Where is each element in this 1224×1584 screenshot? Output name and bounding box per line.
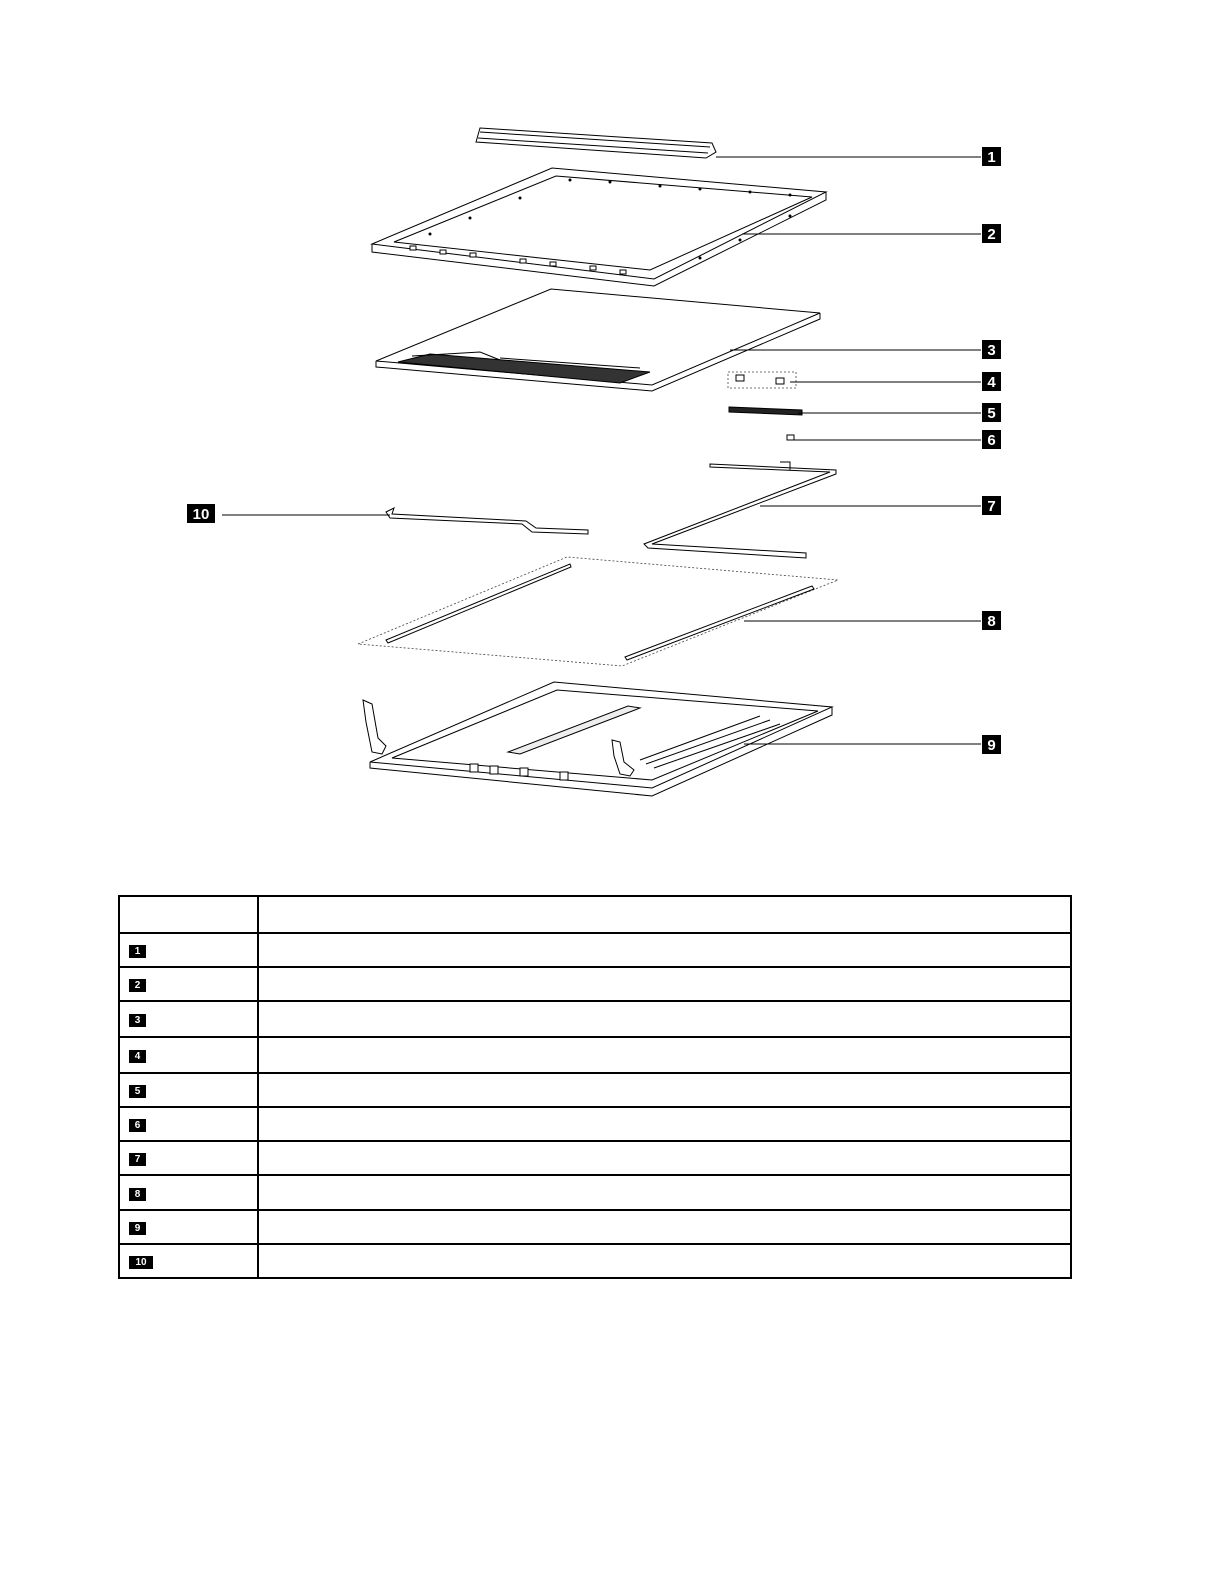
parts-table — [118, 895, 1072, 1279]
svg-text:3: 3 — [987, 342, 996, 359]
row-badge: 1 — [129, 945, 146, 958]
callout-3 — [982, 340, 1001, 359]
part-4-brackets — [728, 372, 796, 388]
table-row — [119, 1107, 1071, 1141]
svg-text:6: 6 — [987, 432, 996, 449]
header-cell-description — [258, 896, 1071, 933]
svg-text:10: 10 — [192, 506, 210, 523]
row-description — [258, 1073, 1071, 1107]
row-badge: 2 — [129, 979, 146, 992]
svg-text:1: 1 — [987, 149, 996, 166]
row-badge: 7 — [129, 1153, 146, 1166]
callout-1 — [982, 147, 1001, 166]
callout-2 — [982, 224, 1001, 243]
row-description — [258, 1210, 1071, 1244]
row-badge: 10 — [129, 1256, 153, 1269]
row-description — [258, 1244, 1071, 1278]
row-description — [258, 1037, 1071, 1073]
callout-9 — [982, 735, 1001, 754]
callout-10 — [187, 504, 215, 523]
row-description — [258, 1001, 1071, 1037]
svg-text:5: 5 — [987, 405, 996, 422]
row-badge: 4 — [129, 1050, 146, 1063]
table-row — [119, 967, 1071, 1001]
header-cell-index — [119, 896, 258, 933]
callout-6 — [982, 430, 1001, 449]
part-2-bezel — [372, 168, 826, 286]
row-badge: 3 — [129, 1014, 146, 1027]
callout-7 — [982, 496, 1001, 515]
table-row — [119, 1141, 1071, 1175]
part-6-connector — [787, 435, 794, 440]
part-5-camera-module — [729, 407, 802, 415]
table-row — [119, 1244, 1071, 1278]
table-row — [119, 1175, 1071, 1210]
table-row — [119, 1037, 1071, 1073]
row-description — [258, 1107, 1071, 1141]
part-3-lcd-panel — [376, 289, 820, 391]
svg-text:2: 2 — [987, 226, 996, 243]
row-description — [258, 933, 1071, 967]
table-header-row — [119, 896, 1071, 933]
callout-4 — [982, 372, 1001, 391]
svg-text:9: 9 — [987, 737, 996, 754]
table-row — [119, 1001, 1071, 1037]
table-row — [119, 933, 1071, 967]
part-10-cable — [386, 508, 588, 534]
table-row — [119, 1210, 1071, 1244]
row-description — [258, 1141, 1071, 1175]
svg-text:4: 4 — [987, 374, 996, 391]
row-badge: 9 — [129, 1222, 146, 1235]
row-description — [258, 967, 1071, 1001]
part-8-adhesive — [358, 557, 838, 666]
part-1-hinge-cover — [476, 128, 716, 158]
callout-8 — [982, 611, 1001, 630]
row-badge: 8 — [129, 1188, 146, 1201]
callout-5 — [982, 403, 1001, 422]
table-row — [119, 1073, 1071, 1107]
part-9-rear-cover — [363, 682, 832, 796]
svg-text:7: 7 — [987, 498, 996, 515]
part-7-cable — [644, 462, 836, 558]
row-badge: 5 — [129, 1085, 146, 1098]
row-badge: 6 — [129, 1119, 146, 1132]
svg-text:8: 8 — [987, 613, 996, 630]
row-description — [258, 1175, 1071, 1210]
